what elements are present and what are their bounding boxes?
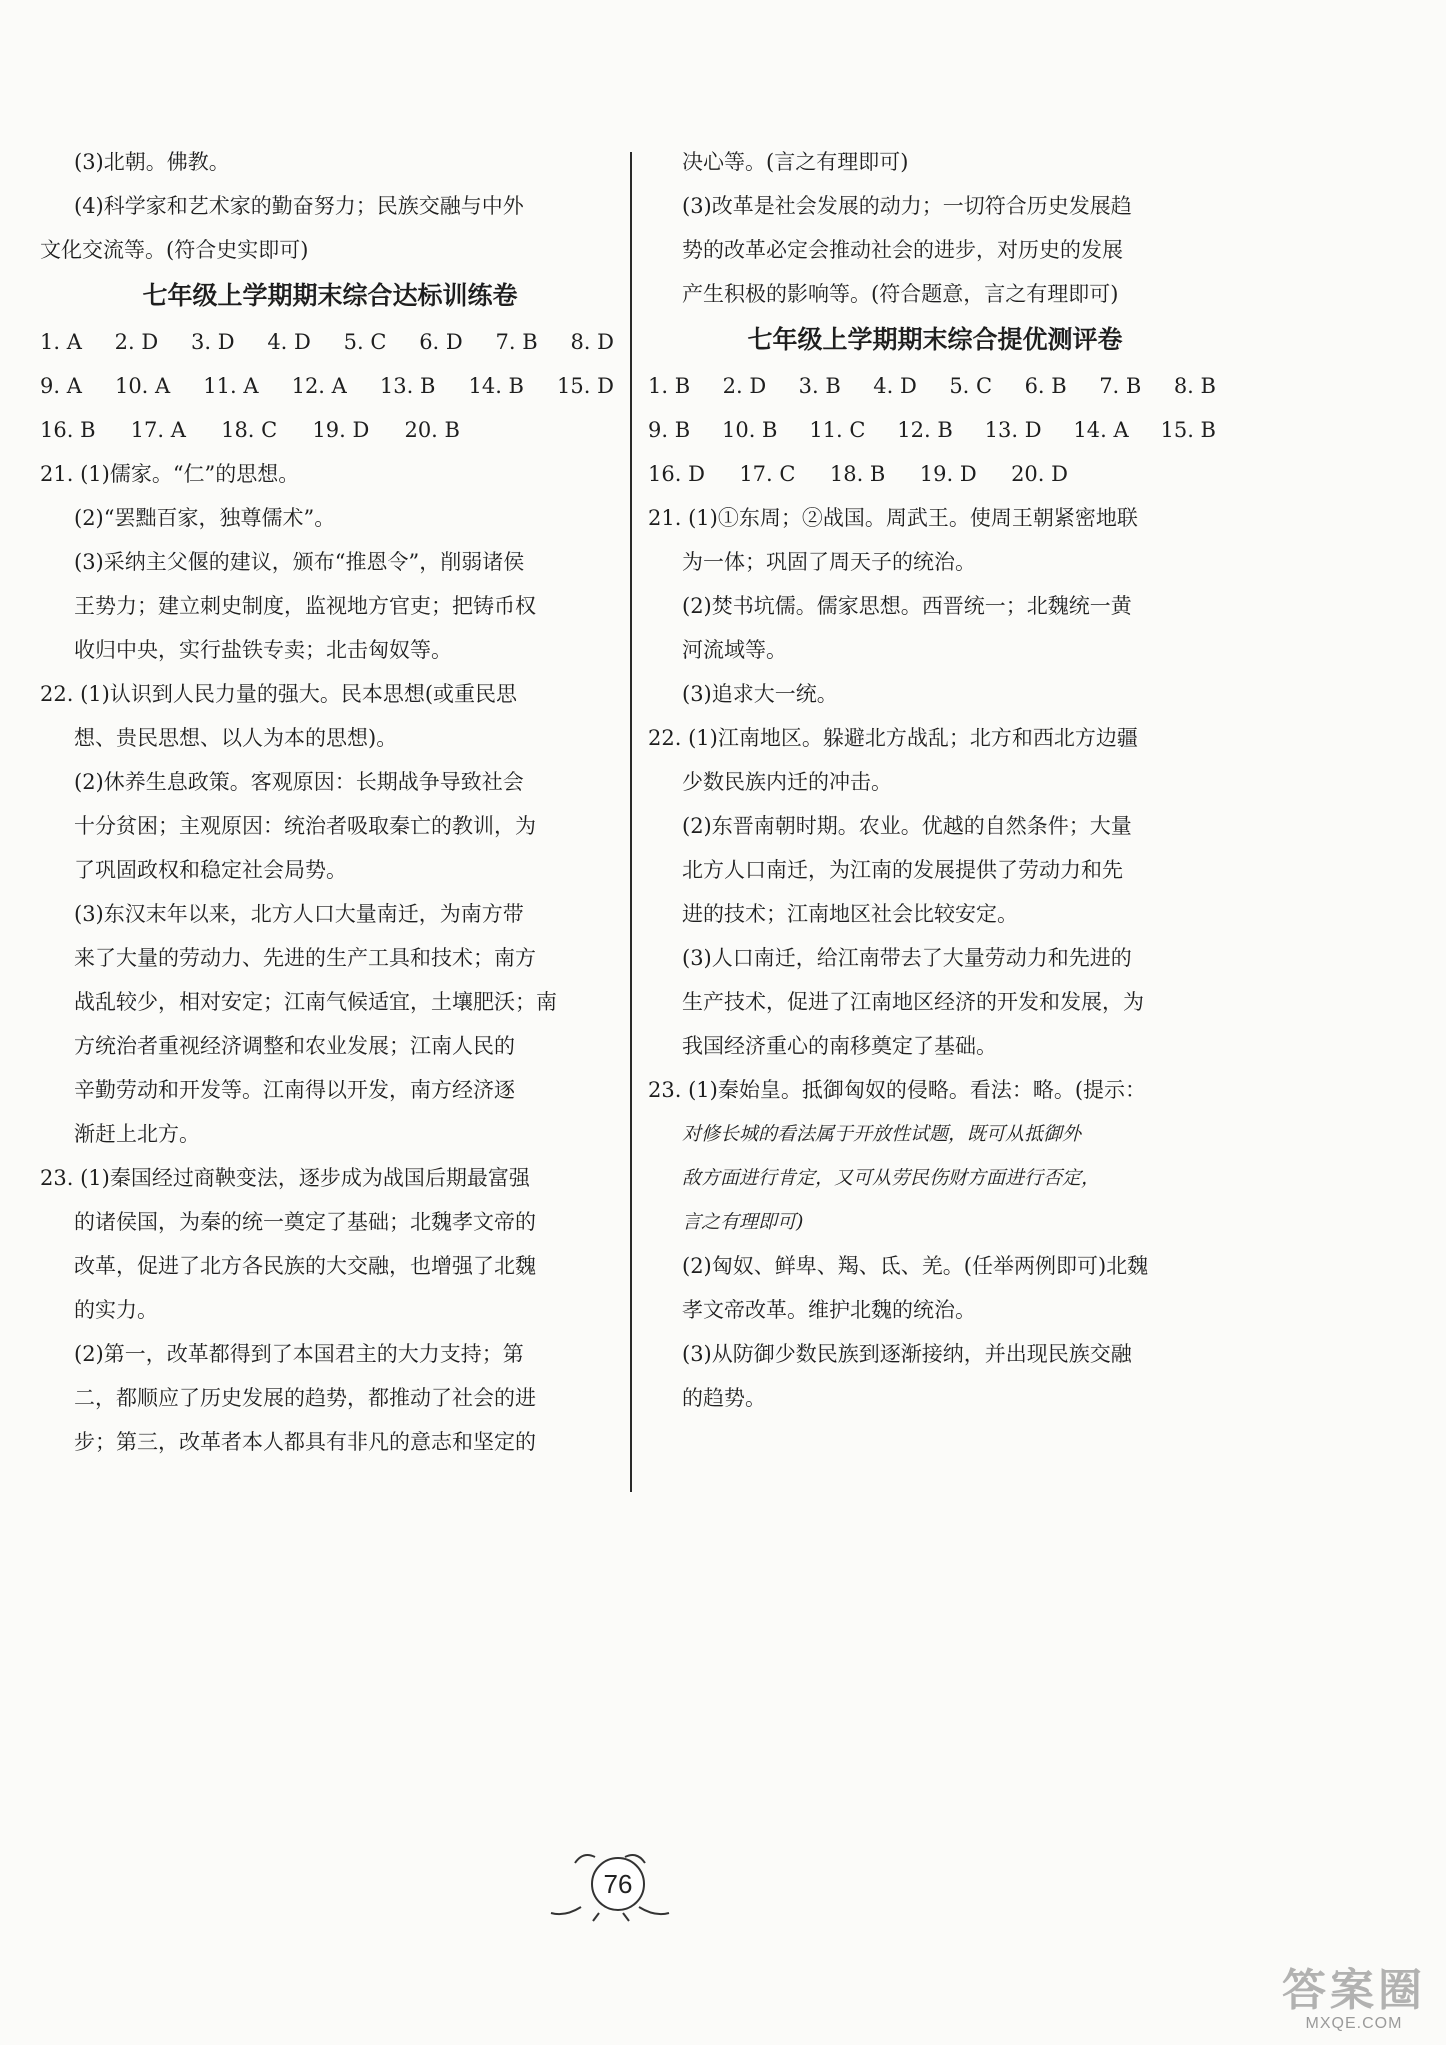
text-line: 对修长城的看法属于开放性试题，既可从抵御外 (682, 1123, 1082, 1145)
mc-answer: 1. A (40, 330, 82, 354)
mc-answer-row (648, 452, 1074, 496)
mc-answer: 17. C (739, 462, 796, 486)
mc-answer-row (648, 408, 1222, 452)
mc-answer: 19. D (312, 418, 370, 442)
question-line: 23. (1)秦国经过商鞅变法，逐步成为战国后期最富强 (40, 1166, 530, 1190)
text-line: 进的技术；江南地区社会比较安定。 (682, 902, 1018, 926)
question-line: 22. (1)江南地区。躲避北方战乱；北方和西北方边疆 (648, 726, 1138, 750)
mc-answer-row (648, 364, 1222, 408)
right-column (648, 140, 1222, 1420)
text-line: 产生积极的影响等。(符合题意，言之有理即可) (682, 282, 1119, 306)
mc-answer: 3. B (798, 374, 841, 398)
text-line: (3)东汉末年以来，北方人口大量南迁，为南方带 (74, 902, 524, 926)
column-divider (630, 152, 632, 1492)
mc-answer: 19. D (919, 462, 977, 486)
mc-answer: 15. D (557, 374, 614, 398)
text-line: 的实力。 (74, 1298, 158, 1322)
mc-answer: 9. B (648, 418, 691, 442)
text-line: 渐赶上北方。 (74, 1122, 200, 1146)
mc-answer: 8. B (1173, 374, 1216, 398)
mc-answer: 1. B (648, 374, 691, 398)
question-line: 21. (1)①东周；②战国。周武王。使周王朝紧密地联 (648, 506, 1138, 530)
text-line: 言之有理即可) (682, 1211, 804, 1233)
text-line: 我国经济重心的南移奠定了基础。 (682, 1034, 997, 1058)
mc-answer: 11. C (809, 418, 866, 442)
text-line: (3)追求大一统。 (682, 682, 838, 706)
text-line: 文化交流等。(符合史实即可) (40, 238, 309, 262)
mc-answer: 2. D (722, 374, 767, 398)
mc-answer: 10. A (114, 374, 171, 398)
text-line: 敌方面进行肯定，又可从劳民伤财方面进行否定， (682, 1167, 1101, 1189)
mc-answer: 18. C (221, 418, 278, 442)
mc-answer: 13. B (379, 374, 436, 398)
mc-answer: 20. D (1011, 462, 1068, 486)
text-line: 二，都顺应了历史发展的趋势，都推动了社会的进 (74, 1386, 536, 1410)
text-line: 孝文帝改革。维护北魏的统治。 (682, 1298, 976, 1322)
mc-answer: 16. B (40, 418, 96, 442)
text-line: 的趋势。 (682, 1386, 766, 1410)
text-line: (2)休养生息政策。客观原因：长期战争导致社会 (74, 770, 524, 794)
section-title: 七年级上学期期末综合达标训练卷 (142, 281, 518, 310)
text-line: 决心等。(言之有理即可) (682, 150, 909, 174)
text-line: 十分贫困；主观原因：统治者吸取秦亡的教训，为 (74, 814, 536, 838)
text-line: 方统治者重视经济调整和农业发展；江南人民的 (74, 1034, 515, 1058)
text-line: 生产技术，促进了江南地区经济的开发和发展，为 (682, 990, 1144, 1014)
text-line: 来了大量的劳动力、先进的生产工具和技术；南方 (74, 946, 536, 970)
mc-answer: 7. B (495, 330, 538, 354)
mc-answer-row (40, 320, 620, 364)
watermark-logo: 答案圈 (1282, 1966, 1426, 2016)
mc-answer-row (40, 408, 466, 452)
text-line: (3)采纳主父偃的建议，颁布“推恩令”，削弱诸侯 (74, 550, 525, 574)
mc-answer: 4. D (267, 330, 311, 354)
mc-answer: 14. B (468, 374, 524, 398)
text-line: 为一体；巩固了周天子的统治。 (682, 550, 976, 574)
mc-answer: 18. B (829, 462, 886, 486)
text-line: 的诸侯国，为秦的统一奠定了基础；北魏孝文帝的 (74, 1210, 536, 1234)
watermark (1282, 1967, 1426, 2033)
text-line: 想、贵民思想、以人为本的思想)。 (74, 726, 398, 750)
text-line: 了巩固政权和稳定社会局势。 (74, 858, 347, 882)
text-line: (3)改革是社会发展的动力；一切符合历史发展趋 (682, 194, 1132, 218)
text-line: (2)东晋南朝时期。农业。优越的自然条件；大量 (682, 814, 1132, 838)
text-line: 势的改革必定会推动社会的进步，对历史的发展 (682, 238, 1123, 262)
text-line: 河流域等。 (682, 638, 787, 662)
question-line: 23. (1)秦始皇。抵御匈奴的侵略。看法：略。(提示： (648, 1078, 1147, 1102)
mc-answer: 7. B (1099, 374, 1142, 398)
mc-answer: 6. B (1024, 374, 1067, 398)
mc-answer: 12. B (897, 418, 953, 442)
question-line: 21. (1)儒家。“仁”的思想。 (40, 462, 300, 486)
text-line: 少数民族内迁的冲击。 (682, 770, 892, 794)
mc-answer: 3. D (190, 330, 235, 354)
mc-answer: 11. A (203, 374, 259, 398)
mc-answer: 9. A (40, 374, 82, 398)
mc-answer: 8. D (570, 330, 614, 354)
mc-answer: 10. B (721, 418, 778, 442)
mc-answer: 13. D (984, 418, 1042, 442)
mc-answer-row (40, 364, 620, 408)
text-line: (3)人口南迁，给江南带去了大量劳动力和先进的 (682, 946, 1132, 970)
mc-answer: 17. A (130, 418, 186, 442)
text-line: 收归中央，实行盐铁专卖；北击匈奴等。 (74, 638, 452, 662)
text-line: (4)科学家和艺术家的勤奋努力；民族交融与中外 (74, 194, 524, 218)
text-line: 步；第三，改革者本人都具有非凡的意志和坚定的 (74, 1430, 536, 1454)
text-line: (2)第一，改革都得到了本国君主的大力支持；第 (74, 1342, 524, 1366)
question-line: 22. (1)认识到人民力量的强大。民本思想(或重民思 (40, 682, 518, 706)
watermark-url: MXQE.COM (1305, 2015, 1403, 2033)
text-line: (3)从防御少数民族到逐渐接纳，并出现民族交融 (682, 1342, 1132, 1366)
left-column (40, 140, 620, 1464)
mc-answer: 15. B (1160, 418, 1216, 442)
text-line: 战乱较少，相对安定；江南气候适宜，土壤肥沃；南 (74, 990, 557, 1014)
text-line: 改革，促进了北方各民族的大交融，也增强了北魏 (74, 1254, 536, 1278)
mc-answer: 5. C (949, 374, 993, 398)
mc-answer: 2. D (114, 330, 159, 354)
text-line: 北方人口南迁，为江南的发展提供了劳动力和先 (682, 858, 1123, 882)
mc-answer: 20. B (404, 418, 460, 442)
text-line: (3)北朝。佛教。 (74, 150, 230, 174)
text-line: 辛勤劳动和开发等。江南得以开发，南方经济逐 (74, 1078, 515, 1102)
section-title: 七年级上学期期末综合提优测评卷 (747, 325, 1123, 354)
text-line: (2)焚书坑儒。儒家思想。西晋统一；北魏统一黄 (682, 594, 1132, 618)
mc-answer: 16. D (648, 462, 705, 486)
mc-answer: 14. A (1073, 418, 1129, 442)
text-line: (2)匈奴、鲜卑、羯、氐、羌。(任举两例即可)北魏 (682, 1254, 1149, 1278)
text-line: (2)“罢黜百家，独尊儒术”。 (74, 506, 336, 530)
mc-answer: 6. D (419, 330, 463, 354)
mc-answer: 5. C (343, 330, 387, 354)
page-number-badge (545, 1845, 675, 1925)
text-line: 王势力；建立刺史制度，监视地方官吏；把铸币权 (74, 594, 536, 618)
mc-answer: 12. A (291, 374, 347, 398)
page-number: 76 (591, 1857, 645, 1911)
mc-answer: 4. D (873, 374, 917, 398)
